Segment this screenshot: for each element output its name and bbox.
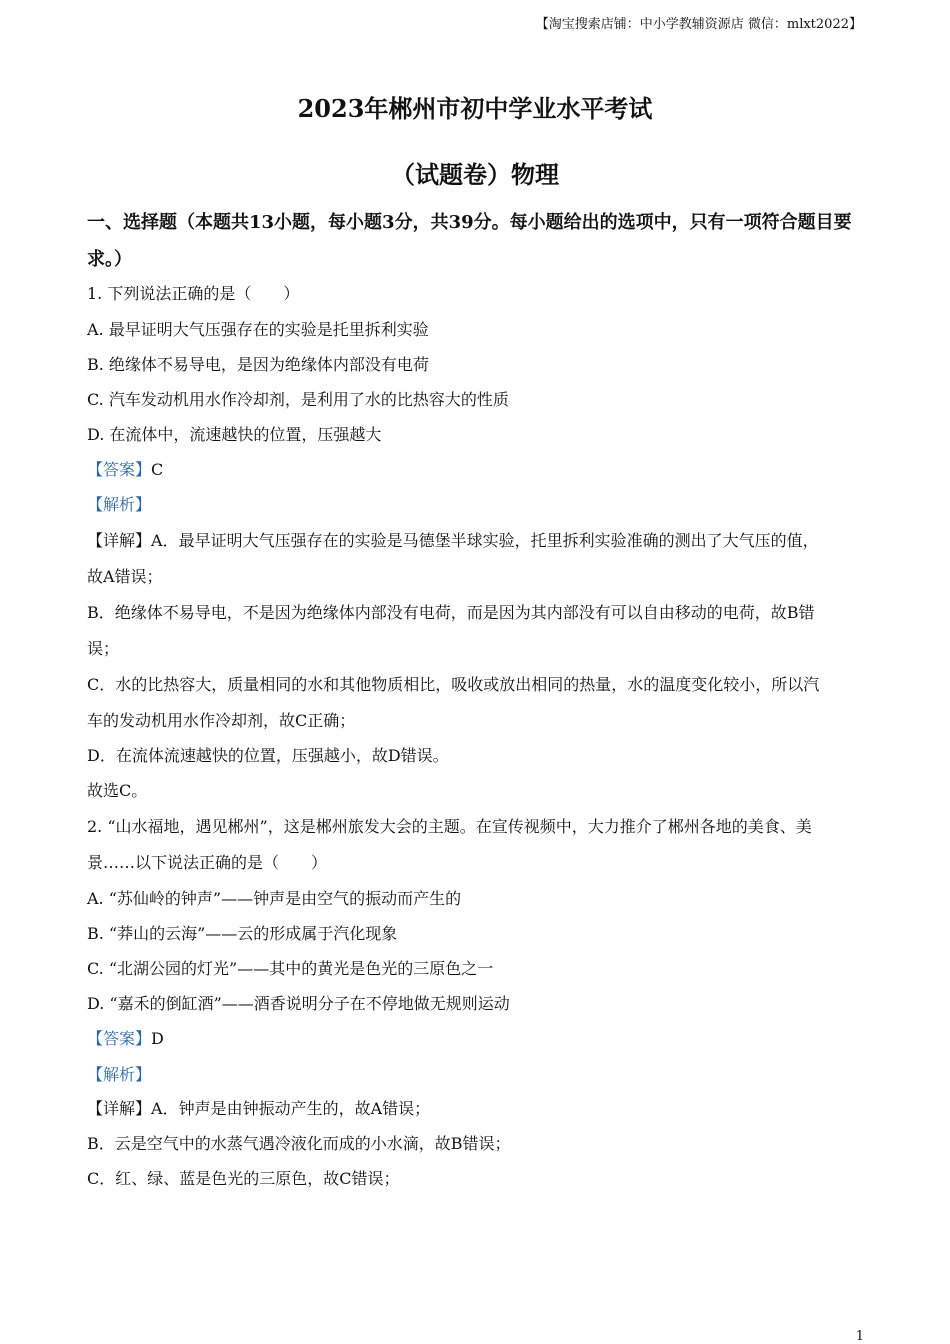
question-1-detail-line: 故A错误； [87, 567, 163, 586]
question-2-detail-line [87, 1099, 867, 1119]
answer-value: C [151, 460, 164, 479]
question-2-detail-line: C．红、绿、蓝是色光的三原色，故C错误； [87, 1169, 400, 1188]
detail-text: A．钟声是由钟振动产生的，故A错误； [151, 1099, 431, 1118]
header-note: 【淘宝搜索店铺：中小学教辅资源店 微信：mlxt2022】 [535, 17, 862, 32]
detail-tag: 【详解】 [87, 1099, 152, 1118]
answer-value: D [151, 1029, 164, 1048]
page-number: 1 [855, 1329, 864, 1344]
question-1-option-a: A. 最早证明大气压强存在的实验是托里拆利实验 [87, 320, 429, 339]
question-1-detail-line [87, 531, 867, 551]
question-1-analysis [87, 495, 867, 515]
question-2-analysis [87, 1065, 867, 1085]
analysis-tag: 【解析】 [87, 1065, 152, 1084]
answer-tag: 【答案】 [87, 460, 152, 479]
question-2-answer [87, 1029, 867, 1049]
question-1-detail-line: 车的发动机用水作冷却剂，故C正确； [87, 711, 356, 730]
question-1-stem: 1. 下列说法正确的是（ ） [87, 284, 300, 303]
detail-text: A．最早证明大气压强存在的实验是马德堡半球实验，托里拆利实验准确的测出了大气压的值， [151, 531, 819, 550]
question-1-detail-line: C．水的比热容大，质量相同的水和其他物质相比，吸收或放出相同的热量，水的温度变化较小，所以汽 [87, 675, 820, 694]
question-2-option-b: B. “莽山的云海”——云的形成属于汽化现象 [87, 924, 398, 943]
question-1-option-b: B. 绝缘体不易导电，是因为绝缘体内部没有电荷 [87, 355, 429, 374]
question-2-option-a: A. “苏仙岭的钟声”——钟声是由空气的振动而产生的 [87, 889, 462, 908]
question-1-option-c: C. 汽车发动机用水作冷却剂，是利用了水的比热容大的性质 [87, 390, 509, 409]
question-2-stem: 景……以下说法正确的是（ ） [87, 853, 328, 872]
question-2-stem: 2. “山水福地，遇见郴州”，这是郴州旅发大会的主题。在宣传视频中，大力推介了郴州各地的美食、美 [87, 817, 812, 836]
question-2-detail-line: B．云是空气中的水蒸气遇冷液化而成的小水滴，故B错误； [87, 1134, 511, 1153]
question-1-detail-line: B．绝缘体不易导电，不是因为绝缘体内部没有电荷，而是因为其内部没有可以自由移动的电荷，故B错 [87, 603, 815, 622]
question-1-answer [87, 460, 867, 480]
question-2-option-d: D. “嘉禾的倒缸酒”——酒香说明分子在不停地做无规则运动 [87, 994, 510, 1013]
question-2-option-c: C. “北湖公园的灯光”——其中的黄光是色光的三原色之一 [87, 959, 494, 978]
answer-tag: 【答案】 [87, 1029, 152, 1048]
question-1-option-d: D. 在流体中，流速越快的位置，压强越大 [87, 425, 382, 444]
exam-subtitle: （试题卷）物理 [391, 160, 559, 189]
question-1-detail-line: 误； [87, 639, 120, 658]
exam-title: 2023年郴州市初中学业水平考试 [297, 94, 653, 123]
question-1-detail-line: D．在流体流速越快的位置，压强越小，故D错误。 [87, 746, 449, 765]
analysis-tag: 【解析】 [87, 495, 152, 514]
section-heading: 一、选择题（本题共13小题，每小题3分，共39分。每小题给出的选项中，只有一项符合题目要求。） [87, 212, 852, 270]
detail-tag: 【详解】 [87, 531, 152, 550]
question-1-conclusion: 故选C。 [87, 781, 148, 800]
